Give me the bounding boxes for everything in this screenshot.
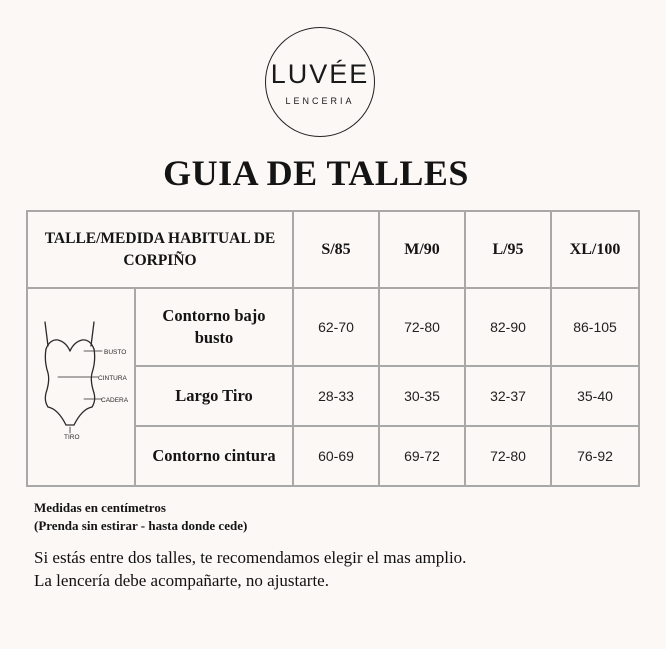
cadera-label: CADERA: [101, 397, 129, 404]
row-label: Contorno bajo busto: [135, 288, 293, 366]
measurement-notes: [34, 499, 247, 535]
brand-logo: [265, 27, 375, 137]
strap-right: [91, 322, 94, 346]
table-cell: 32-37: [465, 366, 551, 426]
row-label: Contorno cintura: [135, 426, 293, 486]
busto-label: BUSTO: [104, 349, 127, 356]
tiro-label: TIRO: [64, 434, 80, 441]
tip-line-1: Si estás entre dos talles, te recomendamos elegir el mas amplio.: [34, 548, 467, 567]
page-title: GUIA DE TALLES: [163, 153, 469, 193]
strap-left: [45, 322, 48, 346]
header-size-label: TALLE/MEDIDA HABITUAL DE CORPIÑO: [27, 211, 293, 288]
table-cell: 69-72: [379, 426, 465, 486]
logo-wordmark: LUVÉE: [270, 59, 370, 89]
bodysuit-diagram: [28, 289, 136, 486]
row-label: Largo Tiro: [135, 366, 293, 426]
table-cell: 82-90: [465, 288, 551, 366]
size-header: S/85: [293, 211, 379, 288]
size-header: L/95: [465, 211, 551, 288]
table-cell: 60-69: [293, 426, 379, 486]
table-cell: 35-40: [551, 366, 639, 426]
table-cell: 86-105: [551, 288, 639, 366]
size-header: XL/100: [551, 211, 639, 288]
sizing-tips: [34, 546, 466, 592]
size-chart-table: [26, 210, 640, 487]
leg-right: [74, 407, 92, 425]
bodysuit-diagram-cell: [27, 288, 135, 486]
logo-subtitle: LENCERIA: [285, 96, 355, 106]
tip-line-2: La lencería debe acompañarte, no ajustarte.: [34, 571, 329, 590]
table-cell: 28-33: [293, 366, 379, 426]
table-cell: 30-35: [379, 366, 465, 426]
size-header: M/90: [379, 211, 465, 288]
notes-fabric: (Prenda sin estirar - hasta donde cede): [34, 518, 248, 533]
cintura-label: CINTURA: [98, 375, 127, 382]
table-cell: 72-80: [465, 426, 551, 486]
leg-left: [48, 407, 66, 425]
table-cell: 72-80: [379, 288, 465, 366]
body-right-side: [91, 349, 94, 407]
body-left-side: [45, 349, 48, 407]
table-header-row: [27, 211, 639, 288]
notes-units: Medidas en centímetros: [34, 500, 166, 515]
cup-right: [70, 340, 94, 351]
cup-left: [46, 340, 70, 351]
table-cell: 62-70: [293, 288, 379, 366]
table-row: [27, 288, 639, 366]
table-cell: 76-92: [551, 426, 639, 486]
